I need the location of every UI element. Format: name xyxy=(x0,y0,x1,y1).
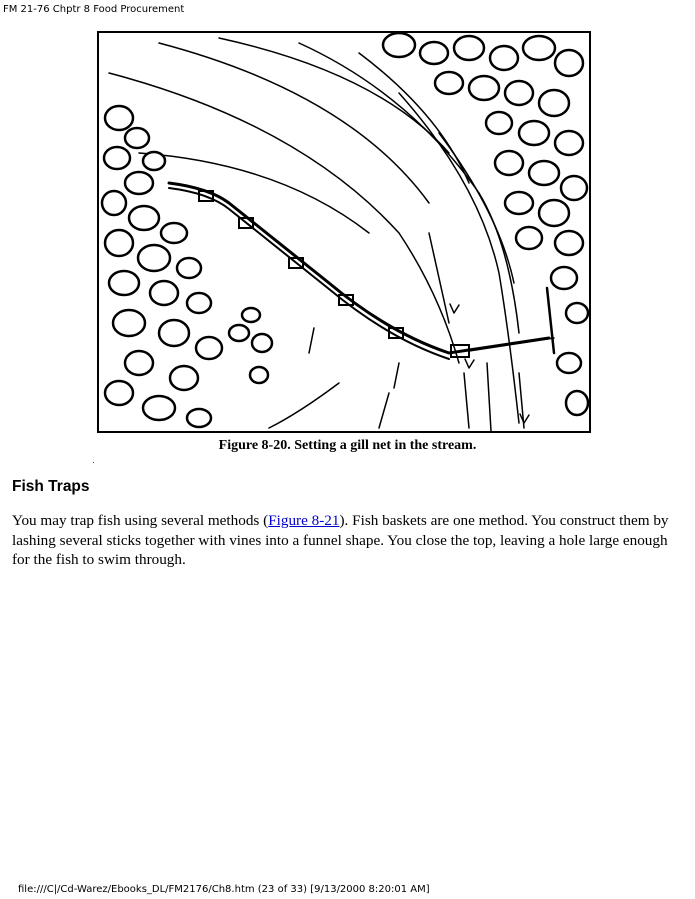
page-footer: file:///C|/Cd-Warez/Ebooks_DL/FM2176/Ch8.htm (23 of 33) [9/13/2000 8:20:01 AM] xyxy=(18,884,430,895)
paragraph-text-start: You may trap fish using several methods ( xyxy=(12,512,269,529)
page-header: FM 21-76 Chptr 8 Food Procurement xyxy=(3,4,185,15)
body-paragraph xyxy=(12,511,688,570)
figure-caption: Figure 8-20. Setting a gill net in the stream. xyxy=(218,438,477,453)
section-heading: Fish Traps xyxy=(12,478,90,495)
figure-8-21-link[interactable]: Figure 8-21 xyxy=(268,512,340,529)
stray-mark xyxy=(93,462,94,463)
paragraph-text-end: ). Fish baskets are one method. You construct them by lashing several sticks together with vines into a funnel shape. You close the top, leaving a hole large enough for the fish to swim through. xyxy=(12,512,669,568)
gill-net-figure xyxy=(97,31,591,433)
gill-net-illustration xyxy=(99,33,589,431)
